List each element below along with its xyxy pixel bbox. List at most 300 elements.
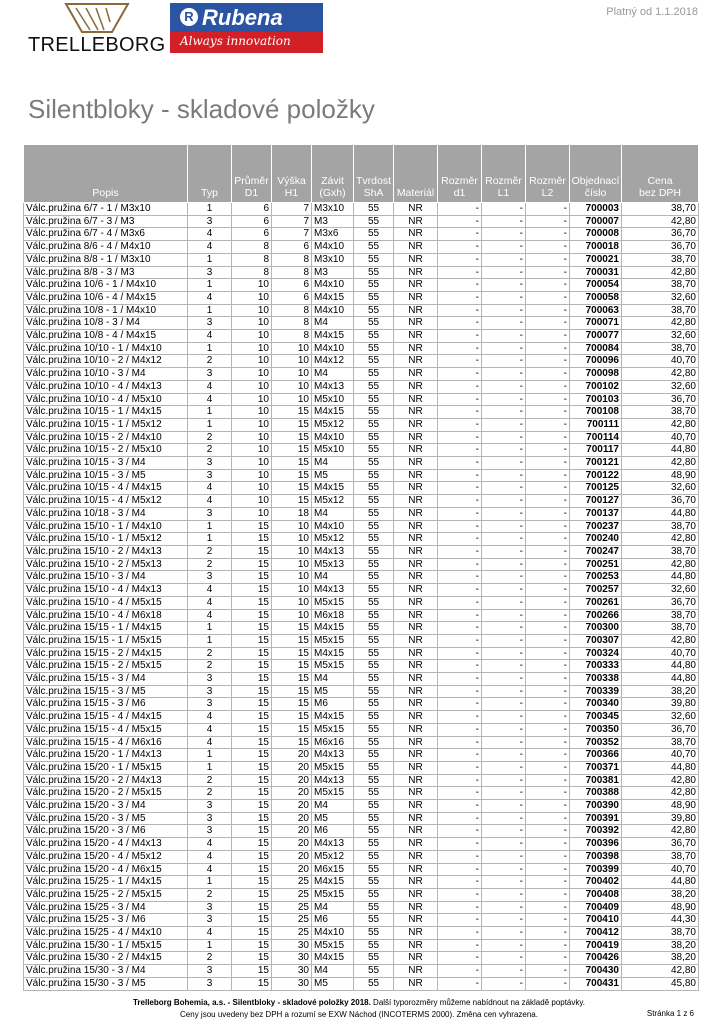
cell-material: NR — [394, 533, 438, 546]
cell-material: NR — [394, 838, 438, 851]
cell-rozmer-d1: - — [438, 596, 482, 609]
cell-material: NR — [394, 469, 438, 482]
cell-tvrdost: 55 — [354, 291, 394, 304]
cell-popis: Válc.pružina 15/10 - 2 / M5x13 — [24, 558, 188, 571]
cell-rozmer-d1: - — [438, 495, 482, 508]
cell-vyska-h1: 15 — [272, 634, 312, 647]
cell-rozmer-d1: - — [438, 330, 482, 343]
cell-prumer-d1: 6 — [232, 203, 272, 216]
cell-vyska-h1: 8 — [272, 266, 312, 279]
cell-popis: Válc.pružina 15/20 - 2 / M4x13 — [24, 774, 188, 787]
table-row — [24, 685, 699, 698]
cell-material: NR — [394, 609, 438, 622]
cell-rozmer-l2: - — [526, 888, 570, 901]
cell-rozmer-d1: - — [438, 241, 482, 254]
cell-zavit: M3x6 — [312, 228, 354, 241]
cell-popis: Válc.pružina 15/25 - 3 / M4 — [24, 901, 188, 914]
table-row — [24, 444, 699, 457]
cell-tvrdost: 55 — [354, 545, 394, 558]
rubena-tagline: Always innovation — [180, 34, 291, 48]
cell-rozmer-l1: - — [482, 939, 526, 952]
cell-popis: Válc.pružina 10/15 - 3 / M4 — [24, 457, 188, 470]
cell-rozmer-l2: - — [526, 711, 570, 724]
cell-rozmer-l1: - — [482, 266, 526, 279]
cell-typ: 1 — [188, 533, 232, 546]
cell-prumer-d1: 15 — [232, 533, 272, 546]
cell-typ: 2 — [188, 545, 232, 558]
cell-material: NR — [394, 596, 438, 609]
cell-popis: Válc.pružina 15/20 - 3 / M4 — [24, 800, 188, 813]
cell-zavit: M4x13 — [312, 774, 354, 787]
cell-material: NR — [394, 723, 438, 736]
cell-rozmer-d1: - — [438, 876, 482, 889]
cell-vyska-h1: 15 — [272, 457, 312, 470]
cell-prumer-d1: 10 — [232, 380, 272, 393]
cell-prumer-d1: 10 — [232, 444, 272, 457]
cell-typ: 4 — [188, 291, 232, 304]
cell-objednaci-cislo: 700366 — [570, 749, 622, 762]
column-header-line: bez DPH — [638, 187, 681, 199]
cell-rozmer-d1: - — [438, 393, 482, 406]
cell-rozmer-d1: - — [438, 761, 482, 774]
cell-popis: Válc.pružina 10/15 - 2 / M5x10 — [24, 444, 188, 457]
cell-rozmer-l2: - — [526, 596, 570, 609]
cell-prumer-d1: 10 — [232, 355, 272, 368]
cell-rozmer-l1: - — [482, 406, 526, 419]
table-row — [24, 800, 699, 813]
cell-material: NR — [394, 660, 438, 673]
cell-typ: 1 — [188, 418, 232, 431]
cell-objednaci-cislo: 700398 — [570, 850, 622, 863]
footer-note: Další typorozměry můžeme nabídnout na základě poptávky. — [370, 998, 586, 1007]
cell-cena: 42,80 — [622, 215, 699, 228]
cell-rozmer-l1: - — [482, 571, 526, 584]
cell-cena: 38,70 — [622, 850, 699, 863]
cell-rozmer-l1: - — [482, 711, 526, 724]
cell-rozmer-d1: - — [438, 228, 482, 241]
cell-objednaci-cislo: 700410 — [570, 914, 622, 927]
cell-objednaci-cislo: 700071 — [570, 317, 622, 330]
cell-material: NR — [394, 863, 438, 876]
cell-rozmer-l2: - — [526, 330, 570, 343]
cell-vyska-h1: 15 — [272, 482, 312, 495]
cell-rozmer-l2: - — [526, 418, 570, 431]
cell-cena: 42,80 — [622, 825, 699, 838]
cell-tvrdost: 55 — [354, 825, 394, 838]
cell-rozmer-l1: - — [482, 330, 526, 343]
cell-rozmer-l1: - — [482, 418, 526, 431]
cell-rozmer-d1: - — [438, 787, 482, 800]
cell-prumer-d1: 15 — [232, 698, 272, 711]
cell-rozmer-l2: - — [526, 609, 570, 622]
cell-tvrdost: 55 — [354, 774, 394, 787]
cell-vyska-h1: 6 — [272, 241, 312, 254]
cell-zavit: M4 — [312, 901, 354, 914]
rubena-logo — [170, 3, 323, 53]
cell-tvrdost: 55 — [354, 800, 394, 813]
column-header-line: číslo — [584, 187, 607, 199]
cell-material: NR — [394, 393, 438, 406]
cell-cena: 38,70 — [622, 736, 699, 749]
cell-objednaci-cislo: 700257 — [570, 584, 622, 597]
cell-zavit: M5 — [312, 685, 354, 698]
cell-rozmer-l1: - — [482, 444, 526, 457]
cell-tvrdost: 55 — [354, 927, 394, 940]
cell-rozmer-l1: - — [482, 215, 526, 228]
cell-objednaci-cislo: 700077 — [570, 330, 622, 343]
cell-rozmer-d1: - — [438, 952, 482, 965]
cell-material: NR — [394, 482, 438, 495]
cell-tvrdost: 55 — [354, 977, 394, 990]
cell-rozmer-l1: - — [482, 558, 526, 571]
table-row — [24, 723, 699, 736]
cell-material: NR — [394, 304, 438, 317]
cell-zavit: M4x13 — [312, 545, 354, 558]
cell-prumer-d1: 15 — [232, 927, 272, 940]
table-row — [24, 520, 699, 533]
cell-zavit: M3 — [312, 266, 354, 279]
cell-rozmer-d1: - — [438, 673, 482, 686]
cell-material: NR — [394, 812, 438, 825]
cell-material: NR — [394, 380, 438, 393]
cell-objednaci-cislo: 700431 — [570, 977, 622, 990]
cell-zavit: M5x15 — [312, 660, 354, 673]
column-header-line: ShA — [363, 187, 384, 199]
cell-cena: 40,70 — [622, 355, 699, 368]
cell-material: NR — [394, 368, 438, 381]
cell-vyska-h1: 15 — [272, 431, 312, 444]
column-header-line: L2 — [541, 187, 554, 199]
cell-tvrdost: 55 — [354, 952, 394, 965]
table-row — [24, 914, 699, 927]
cell-objednaci-cislo: 700084 — [570, 342, 622, 355]
cell-popis: Válc.pružina 10/8 - 1 / M4x10 — [24, 304, 188, 317]
cell-vyska-h1: 15 — [272, 469, 312, 482]
cell-rozmer-l2: - — [526, 685, 570, 698]
cell-typ: 4 — [188, 241, 232, 254]
cell-objednaci-cislo: 700381 — [570, 774, 622, 787]
cell-vyska-h1: 7 — [272, 228, 312, 241]
cell-popis: Válc.pružina 10/15 - 4 / M5x12 — [24, 495, 188, 508]
cell-cena: 38,20 — [622, 888, 699, 901]
cell-prumer-d1: 15 — [232, 939, 272, 952]
cell-objednaci-cislo: 700392 — [570, 825, 622, 838]
cell-material: NR — [394, 698, 438, 711]
table-row — [24, 571, 699, 584]
cell-rozmer-l1: - — [482, 241, 526, 254]
cell-rozmer-d1: - — [438, 685, 482, 698]
cell-rozmer-l2: - — [526, 558, 570, 571]
cell-rozmer-l2: - — [526, 774, 570, 787]
cell-typ: 1 — [188, 761, 232, 774]
cell-vyska-h1: 8 — [272, 317, 312, 330]
table-row — [24, 253, 699, 266]
cell-rozmer-l1: - — [482, 304, 526, 317]
cell-vyska-h1: 10 — [272, 342, 312, 355]
cell-vyska-h1: 10 — [272, 355, 312, 368]
cell-vyska-h1: 8 — [272, 253, 312, 266]
cell-rozmer-l1: - — [482, 469, 526, 482]
cell-rozmer-d1: - — [438, 774, 482, 787]
trelleborg-wordmark: TRELLEBORG — [28, 34, 166, 56]
cell-material: NR — [394, 749, 438, 762]
cell-tvrdost: 55 — [354, 863, 394, 876]
cell-objednaci-cislo: 700300 — [570, 622, 622, 635]
cell-cena: 32,60 — [622, 482, 699, 495]
cell-prumer-d1: 15 — [232, 673, 272, 686]
cell-vyska-h1: 10 — [272, 596, 312, 609]
cell-rozmer-d1: - — [438, 507, 482, 520]
cell-rozmer-l1: - — [482, 495, 526, 508]
cell-popis: Válc.pružina 8/6 - 4 / M4x10 — [24, 241, 188, 254]
table-row — [24, 876, 699, 889]
cell-popis: Válc.pružina 15/20 - 1 / M5x15 — [24, 761, 188, 774]
cell-rozmer-l2: - — [526, 393, 570, 406]
cell-cena: 44,80 — [622, 660, 699, 673]
cell-vyska-h1: 15 — [272, 673, 312, 686]
cell-typ: 4 — [188, 609, 232, 622]
cell-popis: Válc.pružina 15/25 - 1 / M4x15 — [24, 876, 188, 889]
cell-zavit: M5x12 — [312, 533, 354, 546]
cell-tvrdost: 55 — [354, 888, 394, 901]
cell-prumer-d1: 15 — [232, 609, 272, 622]
cell-rozmer-l1: - — [482, 342, 526, 355]
cell-rozmer-d1: - — [438, 647, 482, 660]
cell-tvrdost: 55 — [354, 520, 394, 533]
cell-popis: Válc.pružina 15/15 - 1 / M4x15 — [24, 622, 188, 635]
cell-material: NR — [394, 876, 438, 889]
cell-tvrdost: 55 — [354, 901, 394, 914]
cell-prumer-d1: 8 — [232, 241, 272, 254]
cell-material: NR — [394, 761, 438, 774]
cell-popis: Válc.pružina 15/15 - 4 / M4x15 — [24, 711, 188, 724]
cell-cena: 38,20 — [622, 952, 699, 965]
cell-rozmer-l1: - — [482, 368, 526, 381]
cell-zavit: M4 — [312, 673, 354, 686]
cell-prumer-d1: 10 — [232, 469, 272, 482]
cell-material: NR — [394, 927, 438, 940]
cell-objednaci-cislo: 700390 — [570, 800, 622, 813]
cell-rozmer-l1: - — [482, 431, 526, 444]
cell-popis: Válc.pružina 15/10 - 4 / M6x18 — [24, 609, 188, 622]
cell-material: NR — [394, 850, 438, 863]
cell-rozmer-d1: - — [438, 927, 482, 940]
cell-tvrdost: 55 — [354, 939, 394, 952]
cell-popis: Válc.pružina 10/18 - 3 / M4 — [24, 507, 188, 520]
cell-cena: 32,60 — [622, 380, 699, 393]
cell-tvrdost: 55 — [354, 228, 394, 241]
cell-typ: 4 — [188, 393, 232, 406]
footer-company: Trelleborg Bohemia, a.s. - Silentbloky - skladové položky 2018. — [132, 998, 371, 1007]
cell-rozmer-d1: - — [438, 355, 482, 368]
cell-popis: Válc.pružina 15/20 - 4 / M5x12 — [24, 850, 188, 863]
cell-objednaci-cislo: 700240 — [570, 533, 622, 546]
cell-vyska-h1: 30 — [272, 952, 312, 965]
cell-cena: 45,80 — [622, 977, 699, 990]
cell-typ: 4 — [188, 736, 232, 749]
cell-rozmer-l1: - — [482, 914, 526, 927]
cell-typ: 3 — [188, 368, 232, 381]
cell-material: NR — [394, 406, 438, 419]
cell-typ: 3 — [188, 317, 232, 330]
cell-popis: Válc.pružina 15/20 - 1 / M4x13 — [24, 749, 188, 762]
cell-typ: 1 — [188, 939, 232, 952]
cell-prumer-d1: 15 — [232, 850, 272, 863]
cell-typ: 2 — [188, 774, 232, 787]
cell-rozmer-l1: - — [482, 952, 526, 965]
cell-cena: 38,70 — [622, 253, 699, 266]
cell-typ: 1 — [188, 342, 232, 355]
cell-prumer-d1: 10 — [232, 342, 272, 355]
cell-material: NR — [394, 495, 438, 508]
cell-rozmer-l2: - — [526, 698, 570, 711]
table-row — [24, 660, 699, 673]
cell-tvrdost: 55 — [354, 914, 394, 927]
cell-zavit: M4x15 — [312, 647, 354, 660]
cell-vyska-h1: 20 — [272, 800, 312, 813]
cell-prumer-d1: 15 — [232, 545, 272, 558]
cell-typ: 4 — [188, 863, 232, 876]
cell-cena: 44,80 — [622, 571, 699, 584]
cell-material: NR — [394, 800, 438, 813]
cell-rozmer-l2: - — [526, 406, 570, 419]
cell-cena: 36,70 — [622, 723, 699, 736]
cell-rozmer-d1: - — [438, 368, 482, 381]
cell-rozmer-d1: - — [438, 698, 482, 711]
cell-rozmer-d1: - — [438, 444, 482, 457]
cell-zavit: M4 — [312, 317, 354, 330]
cell-prumer-d1: 15 — [232, 774, 272, 787]
cell-rozmer-l2: - — [526, 787, 570, 800]
cell-material: NR — [394, 965, 438, 978]
cell-tvrdost: 55 — [354, 698, 394, 711]
cell-popis: Válc.pružina 10/8 - 4 / M4x15 — [24, 330, 188, 343]
cell-rozmer-l2: - — [526, 368, 570, 381]
table-row — [24, 711, 699, 724]
cell-material: NR — [394, 825, 438, 838]
cell-objednaci-cislo: 700408 — [570, 888, 622, 901]
cell-rozmer-d1: - — [438, 342, 482, 355]
cell-typ: 2 — [188, 952, 232, 965]
cell-objednaci-cislo: 700388 — [570, 787, 622, 800]
cell-typ: 3 — [188, 800, 232, 813]
cell-typ: 1 — [188, 253, 232, 266]
cell-typ: 4 — [188, 330, 232, 343]
table-row — [24, 241, 699, 254]
cell-popis: Válc.pružina 15/25 - 3 / M6 — [24, 914, 188, 927]
cell-material: NR — [394, 342, 438, 355]
cell-typ: 1 — [188, 203, 232, 216]
cell-zavit: M4x12 — [312, 355, 354, 368]
cell-prumer-d1: 10 — [232, 495, 272, 508]
column-header-rozmer-l1 — [482, 145, 526, 203]
table-row — [24, 215, 699, 228]
cell-prumer-d1: 15 — [232, 965, 272, 978]
cell-zavit: M4x15 — [312, 622, 354, 635]
cell-popis: Válc.pružina 15/10 - 1 / M4x10 — [24, 520, 188, 533]
table-row — [24, 304, 699, 317]
cell-cena: 36,70 — [622, 393, 699, 406]
cell-material: NR — [394, 418, 438, 431]
cell-tvrdost: 55 — [354, 787, 394, 800]
cell-popis: Válc.pružina 6/7 - 3 / M3 — [24, 215, 188, 228]
cell-prumer-d1: 15 — [232, 800, 272, 813]
table-row — [24, 228, 699, 241]
cell-tvrdost: 55 — [354, 482, 394, 495]
column-header-tvrdost — [354, 145, 394, 203]
cell-tvrdost: 55 — [354, 355, 394, 368]
cell-rozmer-l2: - — [526, 444, 570, 457]
cell-rozmer-l1: - — [482, 927, 526, 940]
cell-rozmer-d1: - — [438, 215, 482, 228]
cell-rozmer-l1: - — [482, 876, 526, 889]
cell-tvrdost: 55 — [354, 203, 394, 216]
cell-popis: Válc.pružina 10/15 - 1 / M4x15 — [24, 406, 188, 419]
cell-popis: Válc.pružina 15/15 - 3 / M4 — [24, 673, 188, 686]
cell-rozmer-d1: - — [438, 660, 482, 673]
cell-rozmer-l2: - — [526, 507, 570, 520]
cell-prumer-d1: 15 — [232, 596, 272, 609]
cell-zavit: M5x10 — [312, 393, 354, 406]
cell-zavit: M4x15 — [312, 482, 354, 495]
cell-tvrdost: 55 — [354, 317, 394, 330]
cell-cena: 38,70 — [622, 520, 699, 533]
cell-material: NR — [394, 673, 438, 686]
cell-tvrdost: 55 — [354, 596, 394, 609]
cell-rozmer-d1: - — [438, 380, 482, 393]
cell-vyska-h1: 10 — [272, 368, 312, 381]
cell-zavit: M3x10 — [312, 253, 354, 266]
cell-popis: Válc.pružina 10/10 - 2 / M4x12 — [24, 355, 188, 368]
cell-rozmer-d1: - — [438, 749, 482, 762]
cell-popis: Válc.pružina 15/20 - 3 / M6 — [24, 825, 188, 838]
cell-popis: Válc.pružina 15/25 - 2 / M5x15 — [24, 888, 188, 901]
table-row — [24, 825, 699, 838]
cell-material: NR — [394, 558, 438, 571]
cell-tvrdost: 55 — [354, 393, 394, 406]
cell-material: NR — [394, 444, 438, 457]
column-header-zavit — [312, 145, 354, 203]
cell-tvrdost: 55 — [354, 431, 394, 444]
cell-zavit: M5x12 — [312, 495, 354, 508]
cell-prumer-d1: 10 — [232, 393, 272, 406]
cell-zavit: M4x13 — [312, 749, 354, 762]
column-header-line: H1 — [284, 187, 299, 199]
cell-rozmer-l2: - — [526, 279, 570, 292]
cell-objednaci-cislo: 700324 — [570, 647, 622, 660]
cell-rozmer-d1: - — [438, 723, 482, 736]
cell-prumer-d1: 10 — [232, 304, 272, 317]
cell-cena: 42,80 — [622, 787, 699, 800]
cell-material: NR — [394, 317, 438, 330]
column-header-rozmer-d1 — [438, 145, 482, 203]
cell-rozmer-d1: - — [438, 965, 482, 978]
cell-zavit: M5 — [312, 812, 354, 825]
cell-material: NR — [394, 584, 438, 597]
cell-rozmer-l2: - — [526, 927, 570, 940]
cell-material: NR — [394, 571, 438, 584]
cell-zavit: M6x16 — [312, 736, 354, 749]
column-header-line: Rozměr — [529, 175, 566, 187]
cell-tvrdost: 55 — [354, 558, 394, 571]
cell-objednaci-cislo: 700031 — [570, 266, 622, 279]
cell-popis: Válc.pružina 8/8 - 3 / M3 — [24, 266, 188, 279]
cell-rozmer-d1: - — [438, 977, 482, 990]
cell-material: NR — [394, 914, 438, 927]
cell-rozmer-l1: - — [482, 774, 526, 787]
cell-tvrdost: 55 — [354, 711, 394, 724]
table-row — [24, 977, 699, 990]
